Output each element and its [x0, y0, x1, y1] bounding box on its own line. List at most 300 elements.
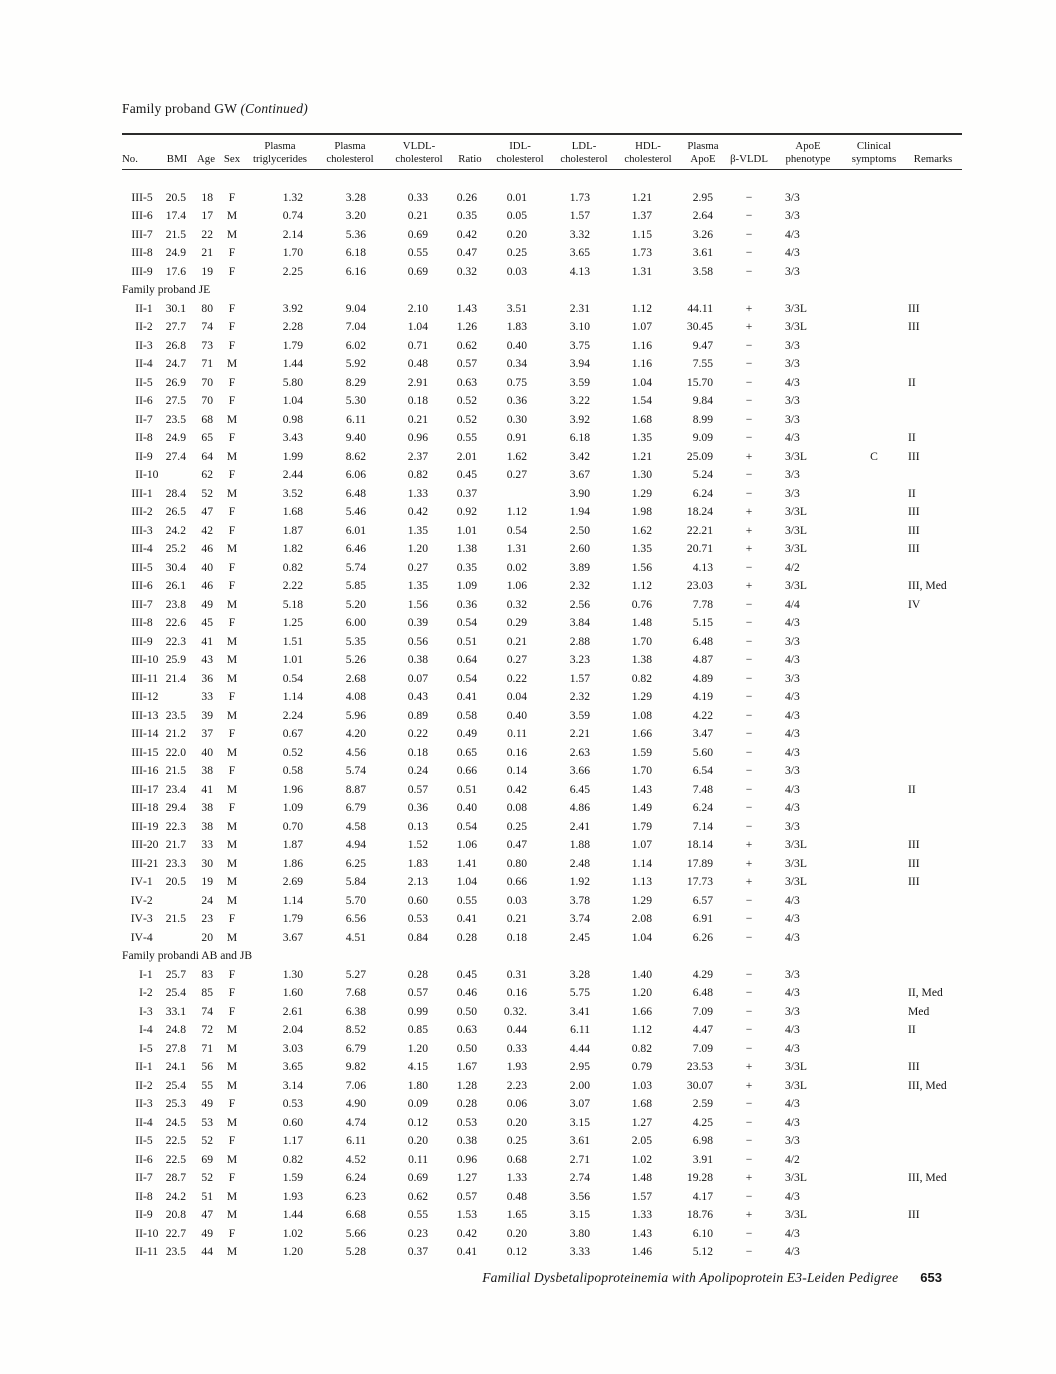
cell-apoe: 4.13: [692, 560, 713, 574]
subject-number: -2: [143, 1078, 153, 1092]
cell-idl: 0.16: [506, 986, 527, 999]
cell-bmi: 21.7: [165, 838, 186, 851]
cell-sex: M: [226, 782, 238, 796]
cell-triglycerides: 1.09: [282, 801, 303, 814]
cell-triglycerides: 1.87: [282, 523, 303, 537]
cell-hdl: 1.48: [631, 1171, 652, 1184]
cell-age: 19: [201, 264, 213, 278]
cell-ldl: 1.73: [569, 190, 590, 204]
cell-ratio: 1.41: [456, 856, 477, 870]
table-row: [122, 929, 962, 948]
cell-cholesterol: 4.74: [345, 1115, 366, 1129]
cell-ratio: 0.50: [456, 1041, 477, 1055]
cell-cholesterol: 7.68: [345, 986, 366, 999]
cell-ratio: 0.35: [456, 560, 477, 574]
cell-bvldl: −: [745, 634, 753, 648]
cell-bvldl: −: [745, 912, 753, 925]
cell-cholesterol: 8.62: [345, 449, 366, 463]
cell-bmi: 26.1: [165, 579, 186, 592]
cell-ldl: 4.44: [569, 1041, 590, 1055]
cell-cholesterol: 9.40: [345, 431, 366, 444]
cell-clinical: [844, 873, 904, 892]
cell-clinical: [844, 744, 904, 763]
subject-generation: II: [135, 1189, 143, 1203]
cell-hdl: 1.56: [631, 560, 652, 574]
subject-number: -6: [143, 579, 153, 592]
table-row: [122, 226, 962, 245]
cell-sex: F: [228, 967, 236, 981]
cell-triglycerides: 5.80: [282, 375, 303, 389]
table-row: [122, 207, 962, 226]
cell-triglycerides: 2.22: [282, 579, 303, 592]
cell-remarks: III: [908, 320, 920, 333]
cell-clinical: [844, 1188, 904, 1207]
cell-idl: 0.25: [506, 246, 527, 259]
cell-idl: 0.20: [506, 1226, 527, 1240]
cell-sex: F: [228, 1004, 236, 1018]
subject-generation: II: [135, 449, 143, 463]
cell-sex: M: [226, 1208, 238, 1221]
cell-phenotype: 4/3: [785, 745, 800, 759]
subject-generation: II: [135, 412, 143, 426]
table-row: [122, 836, 962, 855]
cell-clinical: [844, 836, 904, 855]
cell-no: [122, 892, 160, 911]
cell-age: 20: [201, 930, 213, 944]
cell-ratio: 0.58: [456, 708, 477, 722]
column-header-idl: IDL- cholesterol: [488, 134, 552, 170]
cell-bmi: 26.5: [165, 505, 186, 518]
cell-clinical: [844, 355, 904, 374]
cell-bvldl: −: [745, 1134, 753, 1147]
cell-ldl: 4.13: [569, 264, 590, 278]
cell-bmi: 22.3: [165, 819, 186, 833]
cell-bmi: [160, 892, 194, 911]
cell-remarks: III: [908, 301, 920, 315]
cell-triglycerides: 2.28: [282, 320, 303, 333]
subject-number: -1: [143, 875, 153, 888]
table-row: [122, 910, 962, 929]
cell-cholesterol: 6.11: [346, 1134, 366, 1147]
cell-ldl: 2.41: [569, 819, 590, 833]
cell-no: [122, 651, 160, 670]
table-row: [122, 799, 962, 818]
cell-bvldl: −: [745, 986, 753, 999]
subject-number: -6: [143, 1152, 153, 1166]
cell-remarks: III: [908, 542, 920, 555]
cell-clinical: [844, 392, 904, 411]
subject-generation: III: [131, 727, 143, 740]
subject-number: -6: [143, 394, 153, 407]
cell-no: [122, 1077, 160, 1096]
cell-bvldl: −: [745, 653, 753, 666]
cell-vldl: 0.71: [407, 338, 428, 352]
cell-idl: 1.93: [506, 1060, 527, 1073]
cell-sex: M: [226, 412, 238, 426]
cell-sex: F: [228, 505, 236, 518]
cell-triglycerides: 1.04: [282, 394, 303, 407]
cell-remarks: [904, 744, 962, 763]
cell-bvldl: −: [745, 1041, 753, 1055]
cell-cholesterol: 9.04: [345, 301, 366, 315]
cell-age: 18: [201, 190, 213, 204]
cell-apoe: 5.12: [692, 1245, 713, 1258]
cell-vldl: 0.82: [407, 468, 428, 481]
cell-apoe: 2.95: [692, 190, 713, 204]
cell-no: [122, 910, 160, 929]
cell-ldl: 3.92: [569, 412, 590, 426]
spacer-row: [122, 170, 962, 189]
subject-number: -1: [143, 486, 153, 500]
table-row: [122, 244, 962, 263]
cell-clinical: [844, 318, 904, 337]
subject-number: -8: [143, 246, 153, 259]
table-row: [122, 762, 962, 781]
cell-clinical: [844, 1243, 904, 1262]
cell-hdl: 1.14: [631, 856, 652, 870]
cell-idl: 0.22: [506, 671, 527, 685]
cell-bvldl: +: [745, 856, 753, 870]
cell-sex: F: [228, 246, 236, 259]
cell-bmi: 27.5: [165, 394, 186, 407]
cell-clinical: [844, 1169, 904, 1188]
subject-generation: III: [131, 745, 143, 759]
cell-age: 64: [201, 449, 213, 463]
cell-apoe: 18.24: [686, 505, 713, 518]
cell-bvldl: +: [745, 579, 753, 592]
cell-age: 38: [201, 764, 213, 777]
cell-apoe: 9.47: [692, 338, 713, 352]
cell-ratio: 0.45: [456, 468, 477, 481]
cell-remarks: III, Med: [908, 1078, 947, 1092]
cell-idl: 1.31: [506, 542, 527, 555]
cell-cholesterol: 5.70: [345, 893, 366, 907]
cell-bvldl: −: [745, 1097, 753, 1110]
subject-generation: III: [131, 190, 143, 204]
cell-hdl: 1.79: [631, 819, 652, 833]
subject-generation: IV: [130, 912, 143, 925]
cell-cholesterol: 2.68: [345, 671, 366, 685]
cell-remarks: III: [908, 1060, 920, 1073]
cell-triglycerides: 3.67: [282, 930, 303, 944]
cell-age: 52: [201, 486, 213, 500]
cell-triglycerides: 2.14: [282, 227, 303, 241]
cell-ldl: 2.95: [569, 1060, 590, 1073]
cell-bvldl: −: [745, 560, 753, 574]
subject-number: -1: [143, 1060, 153, 1073]
cell-clinical: [844, 799, 904, 818]
cell-ratio: 0.28: [456, 930, 477, 944]
cell-apoe: 7.78: [692, 597, 713, 611]
cell-no: [122, 762, 160, 781]
cell-hdl: 1.07: [631, 838, 652, 851]
cell-sex: M: [226, 1078, 238, 1092]
subject-number: -4: [143, 930, 153, 944]
column-header-cholesterol: Plasma cholesterol: [314, 134, 386, 170]
cell-sex: F: [228, 912, 236, 925]
cell-ldl: 3.61: [569, 1134, 590, 1147]
cell-apoe: 9.84: [692, 394, 713, 407]
subject-generation: III: [131, 264, 143, 278]
column-header-clinical: Clinical symptoms: [844, 134, 904, 170]
subject-generation: II: [135, 320, 143, 333]
cell-apoe: 3.47: [692, 727, 713, 740]
cell-idl: 0.05: [506, 209, 527, 222]
cell-vldl: 0.53: [407, 912, 428, 925]
cell-apoe: 18.76: [686, 1208, 713, 1221]
cell-phenotype: 3/3: [785, 819, 800, 833]
cell-triglycerides: 1.02: [282, 1226, 303, 1240]
cell-phenotype: 4/3: [785, 1226, 800, 1240]
cell-clinical: [844, 1021, 904, 1040]
subject-generation: I: [139, 1041, 143, 1055]
cell-ratio: 2.01: [456, 449, 477, 463]
cell-ratio: 0.63: [456, 375, 477, 389]
cell-ldl: 4.86: [569, 801, 590, 814]
cell-bvldl: −: [745, 1115, 753, 1129]
cell-sex: M: [226, 227, 238, 241]
cell-ratio: 0.64: [456, 653, 477, 666]
cell-ldl: 3.15: [569, 1208, 590, 1221]
cell-hdl: 1.40: [631, 967, 652, 981]
subject-number: -2: [143, 505, 153, 518]
cell-no: [122, 1169, 160, 1188]
cell-apoe: 6.54: [692, 764, 713, 777]
cell-bvldl: +: [745, 505, 753, 518]
cell-ratio: 0.40: [456, 801, 477, 814]
cell-apoe: 7.09: [692, 1041, 713, 1055]
cell-no: [122, 725, 160, 744]
section-label: Family proband JE: [122, 283, 211, 296]
subject-generation: II: [135, 1152, 143, 1166]
cell-clinical: [844, 503, 904, 522]
cell-bmi: 22.0: [165, 745, 186, 759]
cell-age: 70: [201, 394, 213, 407]
cell-clinical: [844, 670, 904, 689]
cell-cholesterol: 4.08: [345, 690, 366, 703]
cell-no: [122, 1132, 160, 1151]
cell-idl: 0.30: [506, 412, 527, 426]
cell-apoe: 3.58: [692, 264, 713, 278]
subject-generation: II: [135, 1060, 143, 1073]
subject-generation: III: [131, 227, 143, 241]
table-row: [122, 337, 962, 356]
cell-no: [122, 873, 160, 892]
subject-generation: III: [131, 690, 143, 703]
cell-ldl: 3.84: [569, 616, 590, 629]
cell-age: 55: [201, 1078, 213, 1092]
cell-age: 83: [201, 967, 213, 981]
subject-generation: III: [131, 653, 143, 666]
cell-phenotype: 3/3: [785, 634, 800, 648]
cell-no: [122, 984, 160, 1003]
cell-triglycerides: 1.60: [282, 986, 303, 999]
cell-bvldl: +: [745, 449, 753, 463]
cell-phenotype: 4/3: [785, 1115, 800, 1129]
cell-cholesterol: 6.68: [345, 1208, 366, 1221]
cell-sex: M: [226, 819, 238, 833]
cell-apoe: 4.89: [692, 671, 713, 685]
cell-ratio: 1.09: [456, 579, 477, 592]
cell-phenotype: 3/3L: [785, 1171, 807, 1184]
cell-vldl: 0.21: [407, 209, 428, 222]
cell-clinical: [844, 300, 904, 319]
table-row: [122, 392, 962, 411]
cell-age: 52: [201, 1134, 213, 1147]
cell-apoe: 4.47: [692, 1023, 713, 1036]
cell-phenotype: 3/3: [785, 357, 800, 370]
subject-generation: III: [131, 819, 143, 833]
subject-generation: II: [135, 338, 143, 352]
cell-ratio: 0.41: [456, 1245, 477, 1258]
cell-vldl: 0.13: [407, 819, 428, 833]
cell-bvldl: −: [745, 468, 753, 481]
table-row: [122, 1132, 962, 1151]
cell-bvldl: −: [745, 727, 753, 740]
cell-ratio: 0.54: [456, 819, 477, 833]
cell-ldl: 1.88: [569, 838, 590, 851]
cell-clinical: [844, 411, 904, 430]
cell-bvldl: −: [745, 708, 753, 722]
cell-apoe: 19.28: [686, 1171, 713, 1184]
cell-hdl: 0.82: [631, 671, 652, 685]
table-row: [122, 522, 962, 541]
cell-bvldl: +: [745, 838, 753, 851]
cell-no: [122, 1114, 160, 1133]
cell-idl: 0.47: [506, 838, 527, 851]
cell-bvldl: −: [745, 338, 753, 352]
cell-apoe: 18.14: [686, 838, 713, 851]
cell-ratio: 0.57: [456, 357, 477, 370]
cell-idl: 0.66: [506, 875, 527, 888]
cell-triglycerides: 2.61: [282, 1004, 303, 1018]
cell-remarks: [904, 1225, 962, 1244]
cell-phenotype: 3/3L: [785, 856, 807, 870]
cell-ratio: 0.26: [456, 190, 477, 204]
cell-vldl: 0.55: [407, 1208, 428, 1221]
subject-number: -12: [143, 690, 159, 703]
cell-age: 68: [201, 412, 213, 426]
subject-number: -11: [143, 1245, 159, 1258]
cell-phenotype: 3/3: [785, 1134, 800, 1147]
cell-bvldl: −: [745, 690, 753, 703]
cell-remarks: [904, 355, 962, 374]
cell-idl: 0.27: [506, 468, 527, 481]
cell-cholesterol: 4.51: [345, 930, 366, 944]
cell-bmi: 28.7: [165, 1171, 186, 1184]
cell-ratio: 0.37: [456, 486, 477, 500]
cell-cholesterol: 5.46: [345, 505, 366, 518]
cell-no: [122, 503, 160, 522]
cell-age: 51: [201, 1189, 213, 1203]
cell-apoe: 6.48: [692, 634, 713, 648]
cell-ratio: 1.04: [456, 875, 477, 888]
cell-cholesterol: 5.30: [345, 394, 366, 407]
cell-clinical: [844, 263, 904, 282]
cell-remarks: III: [908, 1208, 920, 1221]
cell-hdl: 1.29: [631, 486, 652, 500]
cell-phenotype: 3/3L: [785, 838, 807, 851]
cell-vldl: 1.20: [407, 1041, 428, 1055]
cell-bmi: [160, 929, 194, 948]
cell-ldl: 3.66: [569, 764, 590, 777]
table-row: [122, 448, 962, 467]
subject-generation: II: [135, 357, 143, 370]
cell-remarks: [904, 189, 962, 208]
cell-hdl: 1.43: [631, 782, 652, 796]
subject-number: -4: [143, 357, 153, 370]
cell-ratio: 0.49: [456, 727, 477, 740]
cell-remarks: [904, 688, 962, 707]
cell-age: 41: [201, 782, 213, 796]
cell-ldl: 2.74: [569, 1171, 590, 1184]
cell-ratio: 0.55: [456, 431, 477, 444]
cell-age: 74: [201, 1004, 213, 1018]
cell-apoe: 4.25: [692, 1115, 713, 1129]
cell-bvldl: +: [745, 1171, 753, 1184]
cell-cholesterol: 8.87: [345, 782, 366, 796]
subject-generation: II: [135, 394, 143, 407]
cell-ratio: 0.45: [456, 967, 477, 981]
cell-age: 47: [201, 505, 213, 518]
cell-vldl: 0.36: [407, 801, 428, 814]
cell-remarks: II: [908, 375, 916, 389]
table-row: [122, 614, 962, 633]
cell-phenotype: 3/3: [785, 412, 800, 426]
cell-ratio: 0.51: [456, 634, 477, 648]
cell-phenotype: 4/3: [785, 727, 800, 740]
cell-no: [122, 522, 160, 541]
cell-sex: F: [228, 301, 236, 315]
cell-bmi: 24.5: [165, 1115, 186, 1129]
cell-idl: 0.21: [506, 912, 527, 925]
cell-phenotype: 4/3: [785, 690, 800, 703]
subject-generation: III: [131, 597, 143, 611]
cell-phenotype: 4/2: [785, 1152, 800, 1166]
cell-bvldl: −: [745, 1189, 753, 1203]
cell-age: 38: [201, 801, 213, 814]
cell-remarks: III, Med: [908, 1171, 947, 1184]
subject-number: -4: [143, 1115, 153, 1129]
subject-number: -19: [143, 819, 159, 833]
cell-age: 33: [201, 690, 213, 703]
cell-age: 47: [201, 1208, 213, 1221]
cell-bmi: [160, 466, 194, 485]
cell-ratio: 1.43: [456, 301, 477, 315]
cell-idl: 0.25: [506, 1134, 527, 1147]
cell-remarks: [904, 966, 962, 985]
cell-sex: F: [228, 764, 236, 777]
cell-no: [122, 226, 160, 245]
cell-no: [122, 836, 160, 855]
cell-phenotype: 3/3: [785, 486, 800, 500]
cell-triglycerides: 0.82: [282, 1152, 303, 1166]
cell-age: 73: [201, 338, 213, 352]
cell-triglycerides: 1.96: [282, 782, 303, 796]
cell-remarks: [904, 818, 962, 837]
cell-bmi: [160, 688, 194, 707]
cell-idl: 0.36: [506, 394, 527, 407]
cell-no: [122, 670, 160, 689]
cell-remarks: [904, 910, 962, 929]
cell-no: [122, 1151, 160, 1170]
cell-remarks: III: [908, 856, 920, 870]
subject-number: -9: [143, 264, 153, 278]
cell-bmi: 23.5: [165, 708, 186, 722]
cell-remarks: [904, 762, 962, 781]
cell-apoe: 6.26: [692, 930, 713, 944]
cell-bvldl: −: [745, 1152, 753, 1166]
